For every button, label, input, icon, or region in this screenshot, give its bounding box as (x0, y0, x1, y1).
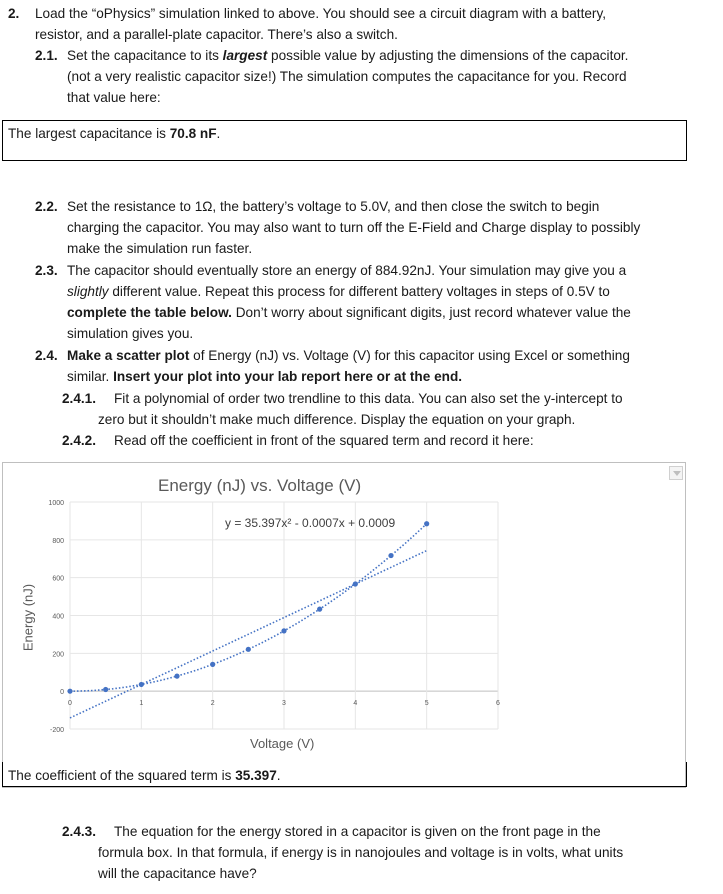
data-point (210, 662, 215, 667)
question-number: 2.4. (35, 348, 58, 363)
data-point (353, 581, 358, 586)
y-tick-label: 600 (52, 575, 64, 583)
data-point (281, 628, 286, 633)
x-tick-label: 1 (139, 700, 144, 708)
x-tick-label: 6 (496, 700, 500, 708)
linear-trendline (70, 551, 427, 718)
answer-box[interactable] (2, 120, 687, 161)
chart-points (67, 521, 429, 694)
y-tick-label: 800 (52, 537, 64, 545)
question-text: formula box. In that formula, if energy is in nanojoules and voltage is in volts, what units (98, 845, 624, 860)
x-tick-label: 4 (353, 700, 358, 708)
y-tick-label: 200 (52, 651, 64, 659)
x-tick-label: 5 (424, 700, 429, 708)
question-text: Read off the coefficient in front of the squared term and record it here: (114, 433, 534, 448)
data-point (424, 521, 429, 526)
question-text: (not a very realistic capacitor size!) The simulation computes the capacitance for you. Record (67, 69, 627, 84)
question-text: Set the resistance to 1Ω, the battery’s voltage to 5.0V, and then close the switch to begin (67, 199, 600, 214)
question-text: similar. Insert your plot into your lab report here or at the end. (67, 369, 463, 384)
trendline-equation: y = 35.397x² - 0.0007x + 0.0009 (225, 516, 396, 530)
question-text: The capacitor should eventually store an energy of 884.92nJ. Your simulation may give you a (67, 263, 627, 278)
poly-trendline (70, 524, 427, 691)
chart-trendlines (70, 524, 427, 718)
chart-ticks (48, 500, 500, 734)
answer-text: The largest capacitance is 70.8 nF. (8, 126, 221, 141)
y-tick-label: 0 (60, 689, 64, 697)
y-tick-label: 400 (52, 613, 64, 621)
question-text: Fit a polynomial of order two trendline to this data. You can also set the y-intercept to (114, 391, 623, 406)
chart-grid (70, 502, 498, 729)
question-text: Set the capacitance to its largest possible value by adjusting the dimensions of the capacitor. (67, 48, 629, 63)
question-text: The equation for the energy stored in a capacitor is given on the front page in the (114, 824, 601, 839)
answer-box[interactable] (2, 762, 687, 787)
answer-text: The coefficient of the squared term is 35.397. (8, 768, 281, 783)
question-number: 2.3. (35, 263, 58, 278)
question-text: zero but it shouldn’t make much difference. Display the equation on your graph. (98, 412, 576, 427)
question-number: 2.4.2. (62, 433, 97, 448)
x-tick-label: 3 (282, 700, 286, 708)
data-point (246, 647, 251, 652)
question-text: Load the “oPhysics” simulation linked to above. You should see a circuit diagram with a battery, (35, 6, 607, 21)
data-point (174, 674, 179, 679)
data-point (67, 689, 72, 694)
embedded-chart[interactable] (2, 462, 686, 788)
y-tick-label: -200 (49, 727, 64, 734)
x-tick-label: 2 (210, 700, 215, 708)
question-text: complete the table below. Don’t worry about significant digits, just record whatever value the (67, 305, 631, 320)
question-number: 2.4.3. (62, 824, 97, 839)
question-text: make the simulation run faster. (67, 241, 253, 256)
question-text: that value here: (67, 90, 161, 105)
question-number: 2. (8, 6, 20, 21)
data-point (388, 553, 393, 558)
question-text: simulation gives you. (67, 326, 194, 341)
question-text: Make a scatter plot of Energy (nJ) vs. Voltage (V) for this capacitor using Excel or something (67, 348, 630, 363)
question-text: resistor, and a parallel-plate capacitor. There’s also a switch. (35, 27, 398, 42)
y-tick-label: 1000 (48, 500, 64, 507)
question-text: charging the capacitor. You may also want to turn off the E-Field and Charge display to possibly (67, 220, 641, 235)
question-text: will the capacitance have? (98, 866, 257, 881)
y-axis-title: Energy (nJ) (20, 583, 36, 652)
data-point (317, 607, 322, 612)
x-axis-title: Voltage (V) (250, 736, 315, 751)
chart-title: Energy (nJ) vs. Voltage (V) (158, 476, 362, 495)
question-number: 2.4.1. (62, 391, 97, 406)
question-number: 2.1. (35, 48, 58, 63)
data-point (139, 682, 144, 687)
data-point (103, 687, 108, 692)
chart-canvas (3, 463, 687, 789)
question-number: 2.2. (35, 199, 58, 214)
x-tick-label: 0 (68, 700, 72, 708)
question-text: slightly different value. Repeat this process for different battery voltages in steps of 0.5V to (67, 284, 610, 299)
